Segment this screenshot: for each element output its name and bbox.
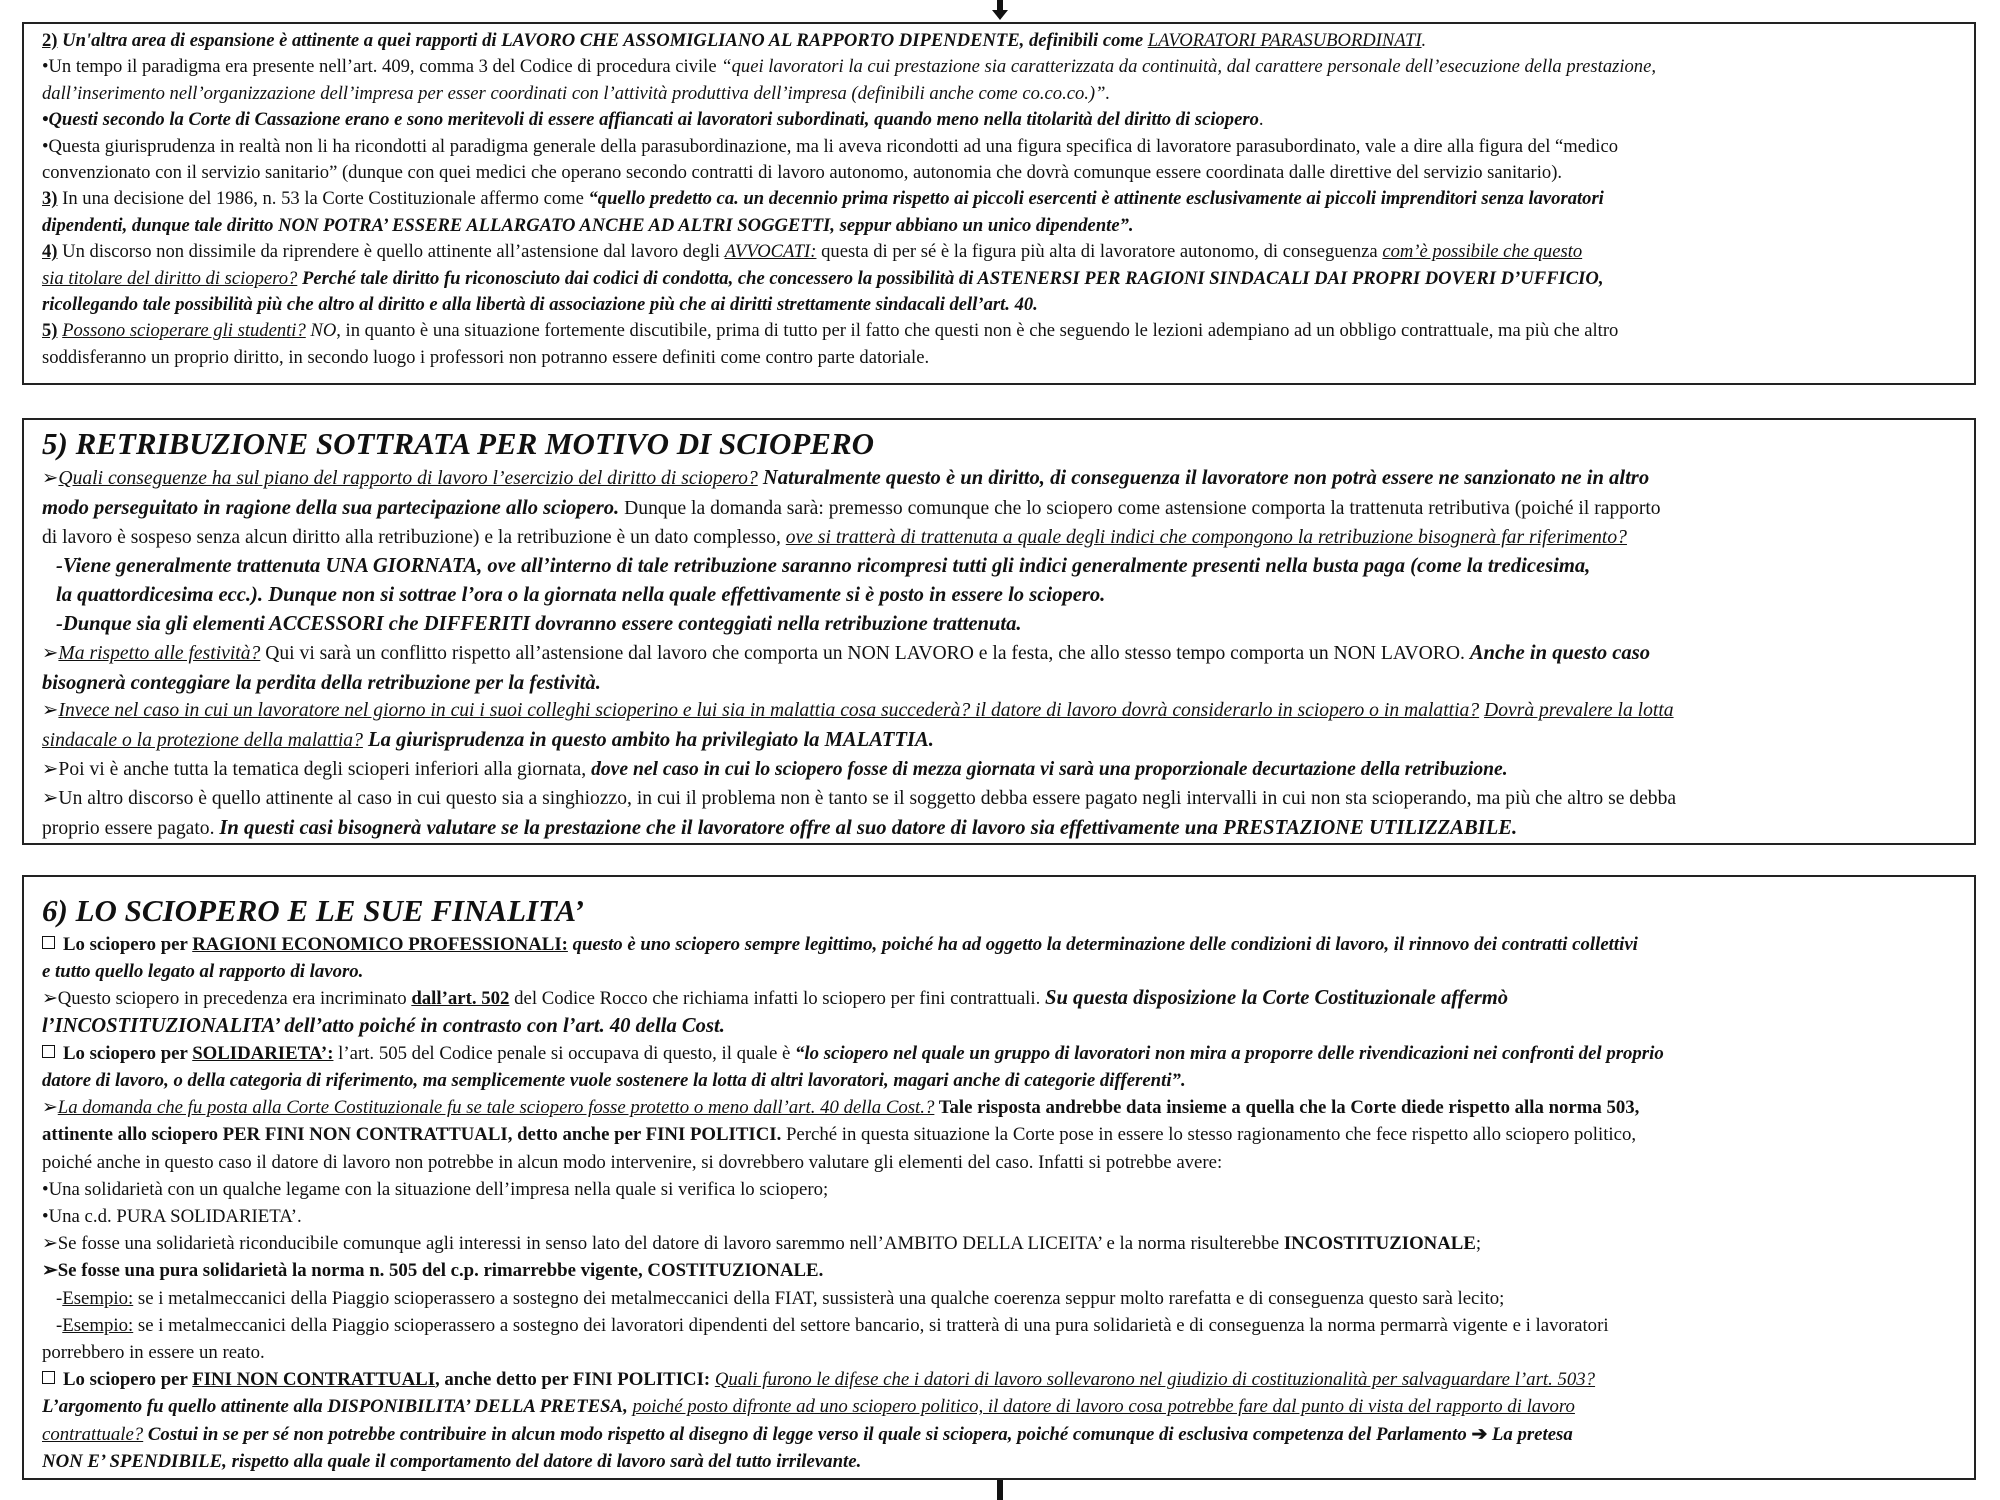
text: FINI NON CONTRATTUALI <box>192 1369 436 1391</box>
text: di lavoro è sospeso senza alcun diritto alla retribuzione) e la retribuzione è un dato complesso, <box>42 526 786 548</box>
text: ➢Questo sciopero in precedenza era incriminato <box>42 988 412 1010</box>
text: ➢Se fosse una solidarietà riconducibile comunque agli interessi in senso lato del datore di lavoro saremmo nell’AMBITO DELLA LICEITA’ e la norma risulterebbe <box>42 1233 1284 1255</box>
text-line <box>42 1393 1960 1420</box>
text: attinente allo sciopero PER FINI NON CONTRATTUALI, detto anche per FINI POLITICI. <box>42 1124 782 1146</box>
text-line: •Questa giurisprudenza in realtà non li ha ricondotti al paradigma generale della parasubordinazione, ma li aveva ricondotti ad una figura specifica di lavoratore parasubordinato, vale a dire alla figura del “medico <box>42 135 1619 157</box>
text-line: e tutto quello legato al rapporto di lavoro. <box>42 961 364 983</box>
text: - <box>56 1287 63 1309</box>
text-line <box>42 1040 1960 1067</box>
text: INCOSTITUZIONALE <box>1283 1233 1476 1255</box>
text: l’art. 505 del Codice penale si occupava di questo, il quale è <box>333 1042 796 1064</box>
item-number: 3) <box>42 188 58 210</box>
text: Perché in questa situazione la Corte pose in essere lo stesso ragionamento che fece rispetto allo sciopero politico, <box>781 1124 1637 1146</box>
arrow-head-icon <box>992 10 1008 20</box>
text: Qui vi sarà un conflitto rispetto all’astensione dal lavoro che comporta un NON LAVORO e la festa, che allo stesso tempo comporta un NON LAVORO. <box>260 642 1470 664</box>
paragraph-3 <box>42 186 1960 212</box>
text: Esempio: <box>62 1314 134 1336</box>
text-line <box>42 639 1960 669</box>
text-line <box>42 494 1960 524</box>
text: com’è possibile che questo <box>1382 241 1583 263</box>
text: Dunque la domanda sarà: premesso comunque che lo sciopero come astensione comporta la trattenuta retributiva (poiché il rapporto <box>619 497 1661 519</box>
text-line <box>42 697 1960 726</box>
text-line <box>42 54 1960 80</box>
text-line: convenzionato con il servizio sanitario” (dunque con quei medici che operano secondo contratti di lavoro autonomo, autonomia che dovrà comunque essere coordinata dalle direttive del servizio sanitario). <box>42 162 1563 184</box>
text: ; <box>1475 1233 1482 1255</box>
text: dall’art. 502 <box>411 988 510 1010</box>
question: La domanda che fu posta alla Corte Costituzionale fu se tale sciopero fosse protetto o meno dall’art. 40 della Cost.? <box>57 1097 935 1119</box>
flow-arrow-bottom <box>997 1480 1003 1500</box>
text: •Un tempo il paradigma era presente nell’art. 409, comma 3 del Codice di procedura civile <box>42 56 722 78</box>
text: Lo sciopero per <box>63 1042 193 1064</box>
text-line <box>42 1121 1960 1148</box>
text: LAVORATORI PARASUBORDINATI <box>1147 30 1422 51</box>
text: . <box>1258 109 1264 131</box>
text-line: dipendenti, dunque tale diritto NON POTRA’ ESSERE ALLARGATO ANCHE AD ALTRI SOGGETTI, seppur abbiano un unico dipendente”. <box>42 214 1134 236</box>
section-title: 6) LO SCIOPERO E LE SUE FINALITA’ <box>42 893 585 928</box>
text: Un'altra area di espansione è attinente a quei rapporti di LAVORO CHE ASSOMIGLIANO AL RAPPORTO DIPENDENTE, definibili come <box>57 30 1148 51</box>
paragraph-4 <box>42 239 1960 265</box>
quote: “lo sciopero nel quale un gruppo di lavoratori non mira a proporre delle rivendicazioni nei confronti del proprio <box>795 1042 1664 1064</box>
checkbox-bullet-icon <box>42 1371 55 1384</box>
section-title: 5) RETRIBUZIONE SOTTRATA PER MOTIVO DI SCIOPERO <box>42 426 875 461</box>
bullet-arrow-icon: ➢ <box>42 1097 58 1119</box>
text: poiché posto difronte ad uno sciopero politico, il datore di lavoro cosa potrebbe fare dal punto di vista del rapporto di lavoro <box>632 1396 1575 1418</box>
text: proprio essere pagato. <box>42 817 220 839</box>
text: In questi casi bisognerà valutare se la prestazione che il lavoratore offre al suo datore di lavoro sia effettivamente una PRESTAZIONE UTILIZZABILE. <box>219 816 1518 839</box>
section-box-finalita <box>22 875 1976 1480</box>
question: Quali conseguenze ha sul piano del rapporto di lavoro l’esercizio del diritto di sciopero? <box>58 468 758 489</box>
text-line: ➢Se fosse una pura solidarietà la norma n. 505 del c.p. rimarrebbe vigente, COSTITUZIONALE. <box>42 1260 824 1282</box>
text: La pretesa <box>1487 1423 1573 1445</box>
text-line: dall’inserimento nell’organizzazione dell’impresa per esser coordinati con l’attività produttiva dell’impresa (definibili anche come co.co.co.)”. <box>42 82 1111 104</box>
text: Perché tale diritto fu riconosciuto dai codici di condotta, che concessero la possibilità di ASTENERSI PER RAGIONI SINDACALI DAI PROPRI DOVERI D’UFFICIO, <box>297 267 1604 289</box>
text: AVVOCATI: <box>724 241 817 263</box>
question: Ma rispetto alle festività? <box>58 642 261 664</box>
text-line <box>42 985 1960 1012</box>
text: , in quanto è una situazione fortemente discutibile, prima di tutto per il fatto che questi non è che seguendo le lezioni adempiano ad un obbligo contrattuale, ma più che altro <box>336 320 1619 342</box>
paragraph-5 <box>42 318 1960 344</box>
text: Costui in se per sé non potrebbe contribuire in alcun modo rispetto al disegno di legge verso il quale si sciopera, poiché comunque di esclusiva competenza del Parlamento <box>143 1423 1472 1445</box>
quote: “quei lavoratori la cui prestazione sia caratterizzata da continuità, dal carattere personale dell’esecuzione della prestazione, <box>721 56 1657 78</box>
text-line: la quattordicesima ecc.). Dunque non si sottrae l’ora o la giornata nella quale effettivamente si è posto in essere lo sciopero. <box>56 584 1106 607</box>
text-line: NON E’ SPENDIBILE, rispetto alla quale il comportamento del datore di lavoro sarà del tutto irrilevante. <box>42 1450 862 1472</box>
text-line <box>42 756 1960 785</box>
text: se i metalmeccanici della Piaggio scioperassero a sostegno dei lavoratori dipendenti del settore bancario, si tratterà di una pura solidarietà e di conseguenza la norma permarrà vigente e i lavoratori <box>133 1314 1609 1336</box>
text: dove nel caso in cui lo sciopero fosse di mezza giornata vi sarà una proporzionale decurtazione della retribuzione. <box>591 758 1508 780</box>
text-line: soddisferanno un proprio diritto, in secondo luogo i professori non potranno essere definiti come contro parte datoriale. <box>42 346 930 368</box>
text-line: -Viene generalmente trattenuta UNA GIORNATA, ove all’interno di tale retribuzione saranno ricompresi tutti gli indici generalmente presenti nella busta paga (come la tredicesima, <box>56 555 1591 578</box>
text: La giurisprudenza in questo ambito ha privilegiato la MALATTIA. <box>362 729 934 752</box>
checkbox-bullet-icon <box>42 936 55 949</box>
question: Dovrà prevalere la lotta <box>1484 700 1674 722</box>
text-line: ricollegando tale possibilità più che altro al diritto e alla libertà di associazione più che ai diritti strettamente sindacali dell’art. 40. <box>42 294 1038 316</box>
text: ➢Poi vi è anche tutta la tematica degli scioperi inferiori alla giornata, <box>42 758 592 780</box>
text-line: •Una solidarietà con un qualche legame con la situazione dell’impresa nella quale si verifica lo sciopero; <box>42 1178 829 1200</box>
text-line <box>42 1421 1960 1448</box>
question: Quali furono le difese che i datori di lavoro sollevarono nel giudizio di costituzionalità per salvaguardare l’art. 503? <box>714 1369 1596 1391</box>
text: Anche in questo caso <box>1469 641 1651 664</box>
question: Invece nel caso in cui un lavoratore nel giorno in cui i suoi colleghi scioperino e lui sia in malattia cosa succederà? il datore di lavoro dovrà considerarlo in sciopero o in malattia? <box>58 700 1480 722</box>
text: Su questa disposizione la Corte Costituzionale affermò <box>1045 987 1509 1010</box>
item-number: 5) <box>42 320 58 342</box>
text-line <box>42 726 1960 756</box>
bullet-arrow-icon: ➢ <box>42 700 59 722</box>
text: Lo sciopero per <box>63 934 193 955</box>
text: contrattuale? <box>42 1423 144 1445</box>
text-line <box>42 107 1960 133</box>
text: Un discorso non dissimile da riprendere è quello attinente all’astensione dal lavoro degli <box>57 241 725 263</box>
text-line <box>42 464 1960 494</box>
text: Naturalmente questo è un diritto, di conseguenza il lavoratore non potrà essere ne sanzionato ne in altro <box>757 467 1650 489</box>
text: . <box>1421 30 1427 51</box>
text: Lo sciopero per <box>63 1369 193 1391</box>
text: del Codice Rocco che richiama infatti lo sciopero per fini contrattuali. <box>509 988 1045 1010</box>
bullet-arrow-icon: ➢ <box>42 468 59 489</box>
text-line: porrebbero in essere un reato. <box>42 1342 265 1364</box>
text: SOLIDARIETA’: <box>192 1042 334 1064</box>
text: - <box>56 1314 63 1336</box>
item-number: 4) <box>42 241 58 263</box>
text-line: poiché anche in questo caso il datore di lavoro non potrebbe in alcun modo intervenire, si dovrebbero valutare gli elementi del caso. Infatti si potrebbe avere: <box>42 1151 1223 1173</box>
text: NO <box>305 320 337 342</box>
question: sindacale o la protezione della malattia? <box>42 730 363 752</box>
text: questa di per sé è la figura più alta di lavoratore autonomo, di conseguenza <box>816 241 1383 263</box>
text: Tale risposta andrebbe data insieme a quella che la Corte diede rispetto alla norma 503, <box>934 1097 1640 1119</box>
text: modo perseguitato in ragione della sua partecipazione allo sciopero. <box>42 496 620 519</box>
text: L’argomento fu quello attinente alla DISPONIBILITA’ DELLA PRETESA, <box>42 1396 633 1418</box>
bullet-arrow-icon: ➢ <box>42 642 59 664</box>
text: se i metalmeccanici della Piaggio scioperassero a sostegno dei metalmeccanici della FIAT, sussisterà una qualche coerenza seppur molto rarefatta e di conseguenza questo sarà lecito; <box>133 1287 1505 1309</box>
text-line: datore di lavoro, o della categoria di riferimento, ma semplicemente vuole sostenere la lotta di altri lavoratori, magari anche di categorie differenti”. <box>42 1070 1186 1092</box>
text-line <box>42 931 1960 958</box>
text-line <box>42 1094 1960 1121</box>
checkbox-bullet-icon <box>42 1045 55 1058</box>
paragraph-2 <box>42 28 1960 54</box>
text: RAGIONI ECONOMICO PROFESSIONALI: <box>192 934 568 955</box>
example-line <box>42 1285 1960 1312</box>
example-line <box>42 1312 1960 1339</box>
text: Possono scioperare gli studenti? <box>62 320 306 342</box>
text-line: bisognerà conteggiare la perdita della retribuzione per la festività. <box>42 671 601 694</box>
text: sia titolare del diritto di sciopero? <box>42 267 298 289</box>
text: , anche detto per FINI POLITICI: <box>435 1369 715 1391</box>
question: ove si tratterà di trattenuta a quale degli indici che compongono la retribuzione bisognerà far riferimento? <box>785 526 1627 548</box>
item-number: 2) <box>42 30 58 51</box>
text-line: ➢Un altro discorso è quello attinente al caso in cui questo sia a singhiozzo, in cui il problema non è tanto se il soggetto debba essere pagato negli intervalli in cui non sta scioperando, ma più che altro se debba <box>42 787 1677 809</box>
text-line <box>42 266 1960 292</box>
text-line <box>42 814 1960 844</box>
text-line <box>42 524 1960 553</box>
section-box-retribuzione <box>22 418 1976 845</box>
text-line <box>42 1366 1960 1393</box>
quote: “quello predetto ca. un decennio prima rispetto ai piccoli esercenti è attinente esclusivamente ai piccoli imprenditori senza lavoratori <box>588 188 1604 210</box>
arrow-right-icon: ➔ <box>1471 1423 1488 1445</box>
text: Esempio: <box>62 1287 134 1309</box>
text: In una decisione del 1986, n. 53 la Corte Costituzionale affermo come <box>57 188 589 210</box>
text-line <box>42 1230 1960 1257</box>
section-box-parasubordinati <box>22 22 1976 385</box>
text-line: -Dunque sia gli elementi ACCESSORI che DIFFERITI dovranno essere conteggiati nella retribuzione trattenuta. <box>56 612 1022 635</box>
text-line: l’INCOSTITUZIONALITA’ dell’atto poiché in contrasto con l’art. 40 della Cost. <box>42 1014 725 1037</box>
text-line: •Una c.d. PURA SOLIDARIETA’. <box>42 1206 302 1228</box>
text: •Questi secondo la Corte di Cassazione erano e sono meritevoli di essere affiancati ai lavoratori subordinati, quando meno nella titolarità del diritto di sciopero <box>42 109 1259 131</box>
text: questo è uno sciopero sempre legittimo, poiché ha ad oggetto la determinazione delle condizioni di lavoro, il rinnovo dei contratti collettivi <box>567 934 1638 955</box>
